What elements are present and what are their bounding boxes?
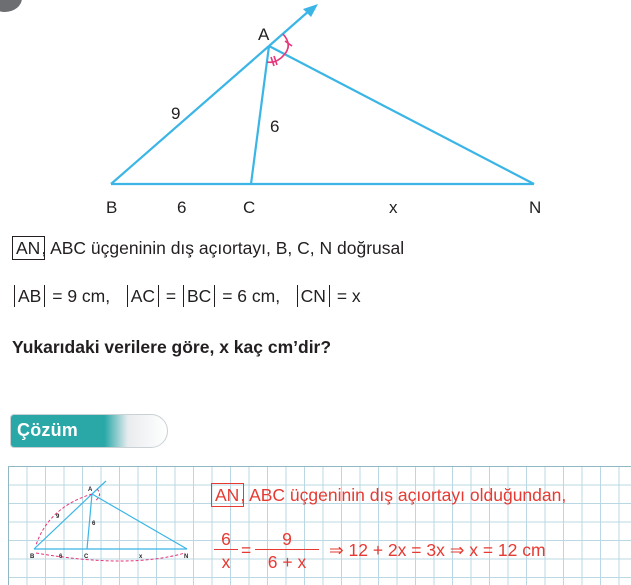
- question-text: Yukarıdaki verilere göre, x kaç cm’dir?: [12, 337, 332, 357]
- label-side-cn: x: [389, 198, 398, 217]
- geometry-figure: [0, 0, 631, 225]
- abs-ac: AC: [127, 285, 159, 307]
- abs-ab: AB: [14, 285, 45, 307]
- mini-label-cn: x: [139, 554, 143, 560]
- bc-value: = 6 cm,: [222, 286, 281, 306]
- problem-line-1: [12, 236, 404, 260]
- ray-extension: [269, 10, 310, 46]
- problem-line-2: [12, 285, 361, 307]
- mini-segment-ab: [34, 494, 92, 549]
- solution-line-1-text: , ABC üçgeninin dış açıortayı olduğundan,: [240, 485, 567, 505]
- solution-tab: [10, 414, 168, 448]
- label-vertex-b: B: [106, 198, 118, 217]
- solution-segment-an: AN: [211, 483, 240, 507]
- fraction-2-denominator: 6 + x: [267, 552, 307, 572]
- label-vertex-n: N: [529, 198, 542, 217]
- mini-ray: [92, 481, 106, 494]
- ab-value: = 9 cm,: [52, 286, 111, 306]
- mini-label-b: B: [30, 554, 35, 560]
- label-vertex-c: C: [243, 198, 256, 217]
- label-vertex-a: A: [258, 25, 270, 44]
- problem-line-1-text: , ABC üçgeninin dış açıortayı, B, C, N doğrusal: [41, 238, 405, 258]
- mini-label-a: A: [88, 487, 93, 493]
- fraction-1-numerator: 6: [214, 529, 238, 550]
- fraction-9-over-6-plus-x: [255, 529, 319, 573]
- segment-an: [269, 46, 534, 184]
- mini-label-n: N: [184, 554, 189, 560]
- equals-sign: =: [165, 286, 177, 306]
- abs-bc: BC: [183, 285, 215, 307]
- fraction-6-over-x: [214, 529, 238, 573]
- segment-ab: [111, 46, 269, 184]
- mini-geometry-figure: [9, 467, 209, 585]
- mini-label-c: C: [84, 554, 89, 560]
- segment-an-notation: AN: [12, 236, 41, 260]
- fraction-1-denominator: x: [221, 552, 231, 572]
- label-side-ac: 6: [270, 117, 280, 136]
- solution-line-1: [211, 483, 566, 507]
- mini-label-ac: 6: [92, 521, 96, 527]
- mini-segment-an: [92, 494, 187, 549]
- mini-label-ab: 9: [56, 514, 60, 520]
- mini-label-bc: 6: [59, 554, 63, 560]
- segment-ac: [251, 46, 269, 184]
- label-side-ab: 9: [171, 104, 181, 123]
- fraction-2-numerator: 9: [255, 529, 319, 550]
- solution-grid-box: [8, 466, 631, 585]
- solution-steps: ⇒ 12 + 2x = 3x ⇒ x = 12 cm: [329, 540, 546, 560]
- label-side-bc: 6: [177, 198, 187, 217]
- solution-equals-sign: =: [241, 540, 252, 560]
- solution-tab-label: Çözüm: [17, 420, 78, 440]
- cn-value: = x: [336, 286, 361, 306]
- abs-cn: CN: [297, 285, 330, 307]
- exterior-angle-arc: [283, 34, 288, 55]
